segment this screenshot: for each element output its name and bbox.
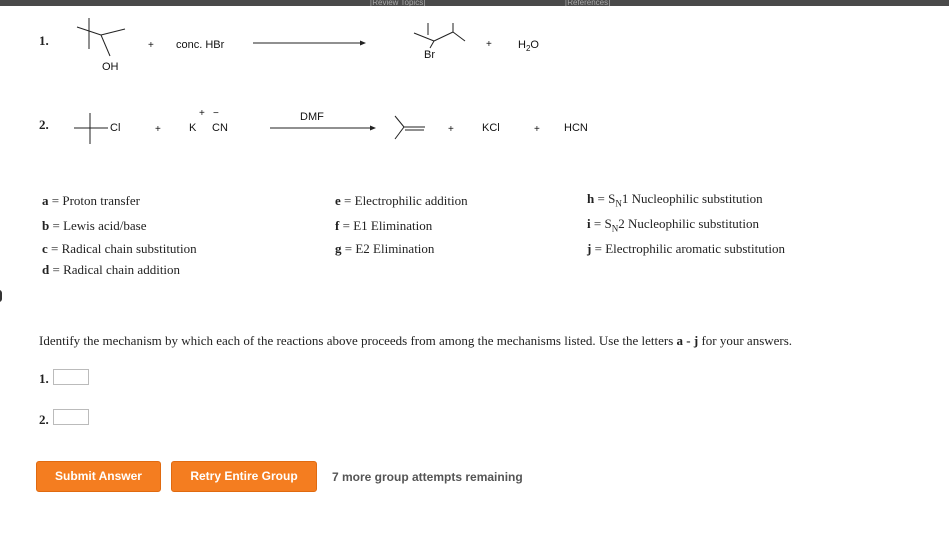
reaction-1-br-label: Br xyxy=(424,49,435,61)
reaction-2-byproduct-2: HCN xyxy=(564,122,588,134)
reaction-2-product-structure xyxy=(392,113,432,143)
top-bar xyxy=(0,0,949,6)
mechanism-a: a = Proton transfer xyxy=(42,193,140,208)
answer-1-label: 1. xyxy=(39,371,49,386)
mechanism-c: c = Radical chain substitution xyxy=(42,241,197,256)
references-link[interactable]: [References] xyxy=(565,0,611,6)
retry-group-button[interactable]: Retry Entire Group xyxy=(171,461,317,492)
review-topics-link[interactable]: [Review Topics] xyxy=(370,0,426,6)
reaction-2-cn-charge: − xyxy=(213,108,219,119)
reaction-2-condition: DMF xyxy=(300,111,324,123)
answer-2-input[interactable] xyxy=(53,409,89,425)
reaction-2-cl-label: Cl xyxy=(110,122,121,134)
reaction-1-number: 1. xyxy=(39,33,49,48)
mechanism-h: $h = S_N1$ Nucleophilic substitution xyxy=(587,191,763,209)
mechanism-g: g = E2 Elimination xyxy=(335,241,435,256)
mechanism-e: e = Electrophilic addition xyxy=(335,193,468,208)
reaction-2-arrow xyxy=(270,123,380,133)
reaction-1-byproduct: $H_2O$ xyxy=(518,39,539,54)
mechanism-j: j = Electrophilic aromatic substitution xyxy=(587,241,785,256)
submit-answer-button[interactable]: Submit Answer xyxy=(36,461,161,492)
mechanism-f: f = E1 Elimination xyxy=(335,218,433,233)
reaction-1-arrow xyxy=(253,38,368,48)
mechanism-d: d = Radical chain addition xyxy=(42,262,181,277)
reaction-2-plus-3: + xyxy=(534,124,540,135)
answer-1-input[interactable] xyxy=(53,369,89,385)
answer-2-label: 2. xyxy=(39,412,49,427)
instruction-text: Identify the mechanism by which each of the reactions above proceeds from among the mechanisms listed. Use the letters a - j for your answers. xyxy=(39,333,793,348)
reaction-2-reagent-cn: CN xyxy=(212,122,228,134)
reaction-1-reactant-structure xyxy=(70,15,130,65)
mechanism-i: $i = S_N2$ Nucleophilic substitution xyxy=(587,216,760,234)
reaction-1-plus-2: + xyxy=(486,39,492,50)
mechanism-b: b = Lewis acid/base xyxy=(42,218,147,233)
reaction-1-oh-label: OH xyxy=(102,61,119,73)
reaction-1-product-structure xyxy=(408,20,468,70)
reaction-2-k-charge: + xyxy=(199,108,205,119)
scroll-edge-marker xyxy=(0,290,2,302)
reaction-2-reagent-k: K xyxy=(189,122,197,134)
attempts-remaining-text: 7 more group attempts remaining xyxy=(332,470,523,484)
reaction-2-number: 2. xyxy=(39,117,49,132)
reaction-2-plus-1: + xyxy=(155,124,161,135)
reaction-2-byproduct-1: KCl xyxy=(482,122,500,134)
reaction-1-reagent: conc. HBr xyxy=(176,39,225,51)
reaction-1-plus-1: + xyxy=(148,40,154,51)
reaction-2-plus-2: + xyxy=(448,124,454,135)
